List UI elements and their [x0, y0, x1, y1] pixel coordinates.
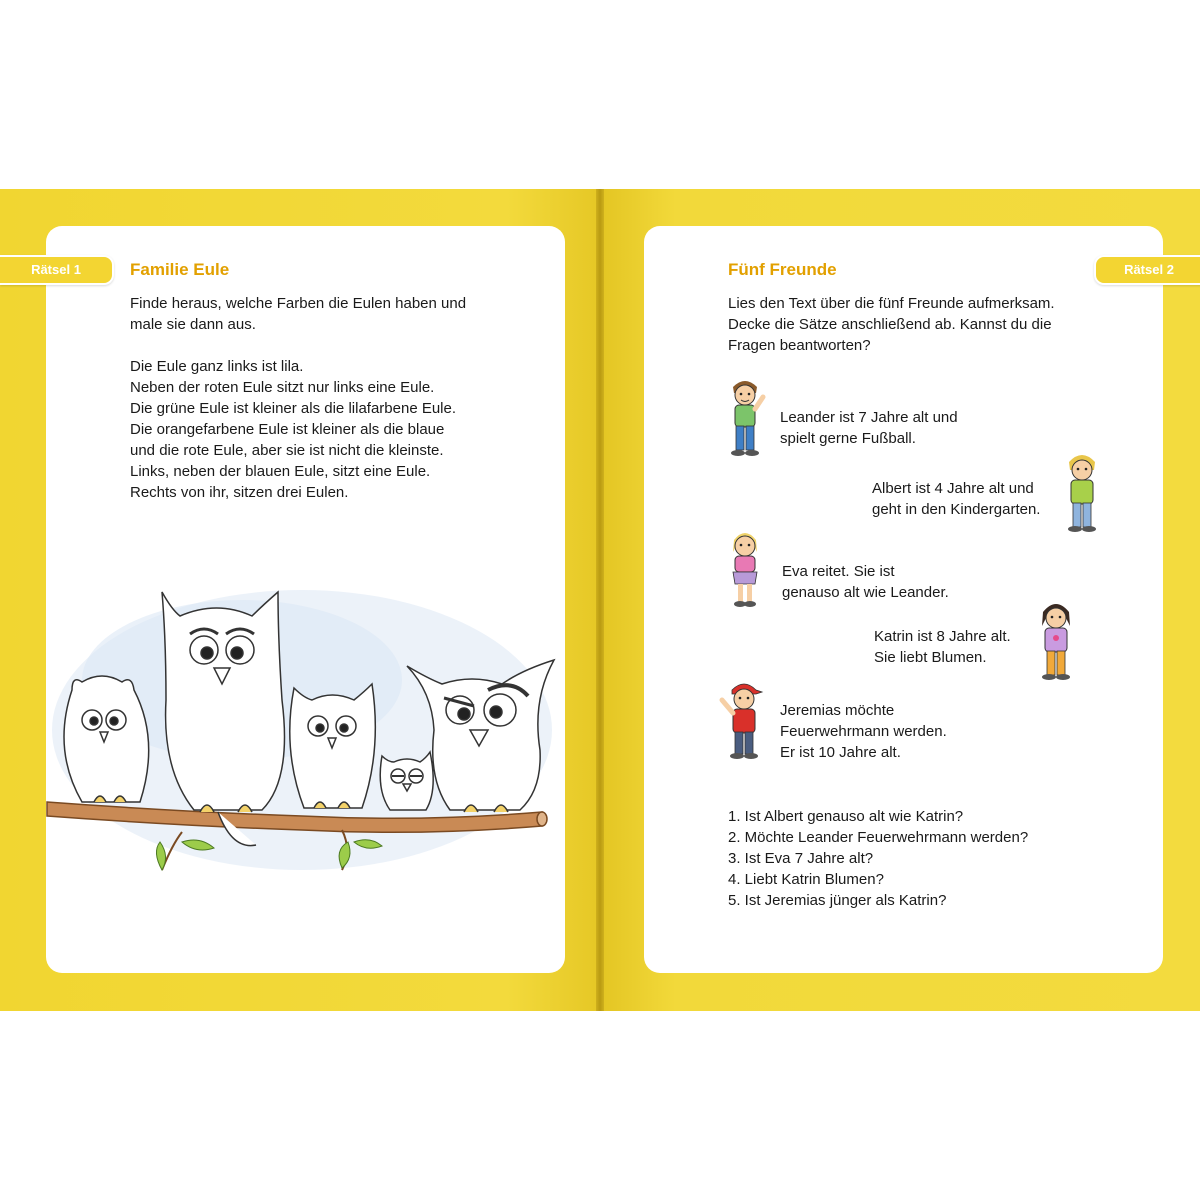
friend-line: Eva reitet. Sie ist: [782, 563, 895, 580]
friend-line: Er ist 10 Jahre alt.: [780, 744, 901, 761]
clue-line: Die grüne Eule ist kleiner als die lilafarbene Eule.: [130, 400, 457, 417]
friend-leander-text: [780, 407, 958, 449]
friend-line: Albert ist 4 Jahre alt und: [872, 480, 1034, 497]
question-item: 1. Ist Albert genauso alt wie Katrin?: [728, 808, 964, 825]
clue-line: Neben der roten Eule sitzt nur links eine Eule.: [130, 379, 435, 396]
right-page-intro: [728, 293, 1055, 356]
owls-on-branch-illustration: [42, 580, 562, 890]
intro-line: Fragen beantworten?: [728, 337, 871, 354]
right-page-title: Fünf Freunde: [728, 260, 837, 279]
friend-line: geht in den Kindergarten.: [872, 501, 1041, 518]
question-item: 5. Ist Jeremias jünger als Katrin?: [728, 892, 947, 909]
right-page-card: [644, 226, 1163, 973]
question-item: 4. Liebt Katrin Blumen?: [728, 871, 884, 888]
clue-line: Links, neben der blauen Eule, sitzt eine Eule.: [130, 463, 431, 480]
friend-line: Leander ist 7 Jahre alt und: [780, 409, 958, 426]
clue-line: Rechts von ihr, sitzen drei Eulen.: [130, 484, 349, 501]
friend-line: Sie liebt Blumen.: [874, 649, 987, 666]
book-gutter: [596, 189, 604, 1011]
question-item: 3. Ist Eva 7 Jahre alt?: [728, 850, 874, 867]
left-page-title: Familie Eule: [130, 260, 230, 279]
intro-line: Lies den Text über die fünf Freunde aufmerksam.: [728, 295, 1055, 312]
intro-line: Decke die Sätze anschließend ab. Kannst du die: [728, 316, 1052, 333]
friend-line: genauso alt wie Leander.: [782, 584, 949, 601]
tab-raetsel-2: Rätsel 2: [1094, 255, 1200, 285]
tab-raetsel-1: Rätsel 1: [0, 255, 114, 285]
boy-red-cap-icon: [716, 676, 772, 762]
friend-albert-text: [872, 478, 1040, 520]
intro-line: Finde heraus, welche Farben die Eulen haben und: [130, 295, 467, 312]
left-page-intro: [130, 293, 466, 335]
clue-line: und die rote Eule, aber sie ist nicht die kleinste.: [130, 442, 444, 459]
question-item: 2. Möchte Leander Feuerwehrmann werden?: [728, 829, 1029, 846]
question-list: [728, 806, 1028, 911]
clue-line: Die Eule ganz links ist lila.: [130, 358, 304, 375]
friend-line: Feuerwehrmann werden.: [780, 723, 947, 740]
intro-line: male sie dann aus.: [130, 316, 256, 333]
friend-jeremias-text: [780, 700, 947, 763]
girl-purple-icon: [1034, 596, 1078, 682]
friend-line: Jeremias möchte: [780, 702, 895, 719]
clue-line: Die orangefarbene Eule ist kleiner als die blaue: [130, 421, 445, 438]
friend-line: spielt gerne Fußball.: [780, 430, 916, 447]
friend-katrin-text: [874, 626, 1011, 668]
boy-green-shirt-icon: [722, 376, 768, 458]
friend-eva-text: [782, 561, 949, 603]
left-page-clues: [130, 356, 456, 503]
girl-pink-icon: [724, 526, 766, 608]
friend-line: Katrin ist 8 Jahre alt.: [874, 628, 1011, 645]
boy-blond-icon: [1058, 448, 1106, 534]
